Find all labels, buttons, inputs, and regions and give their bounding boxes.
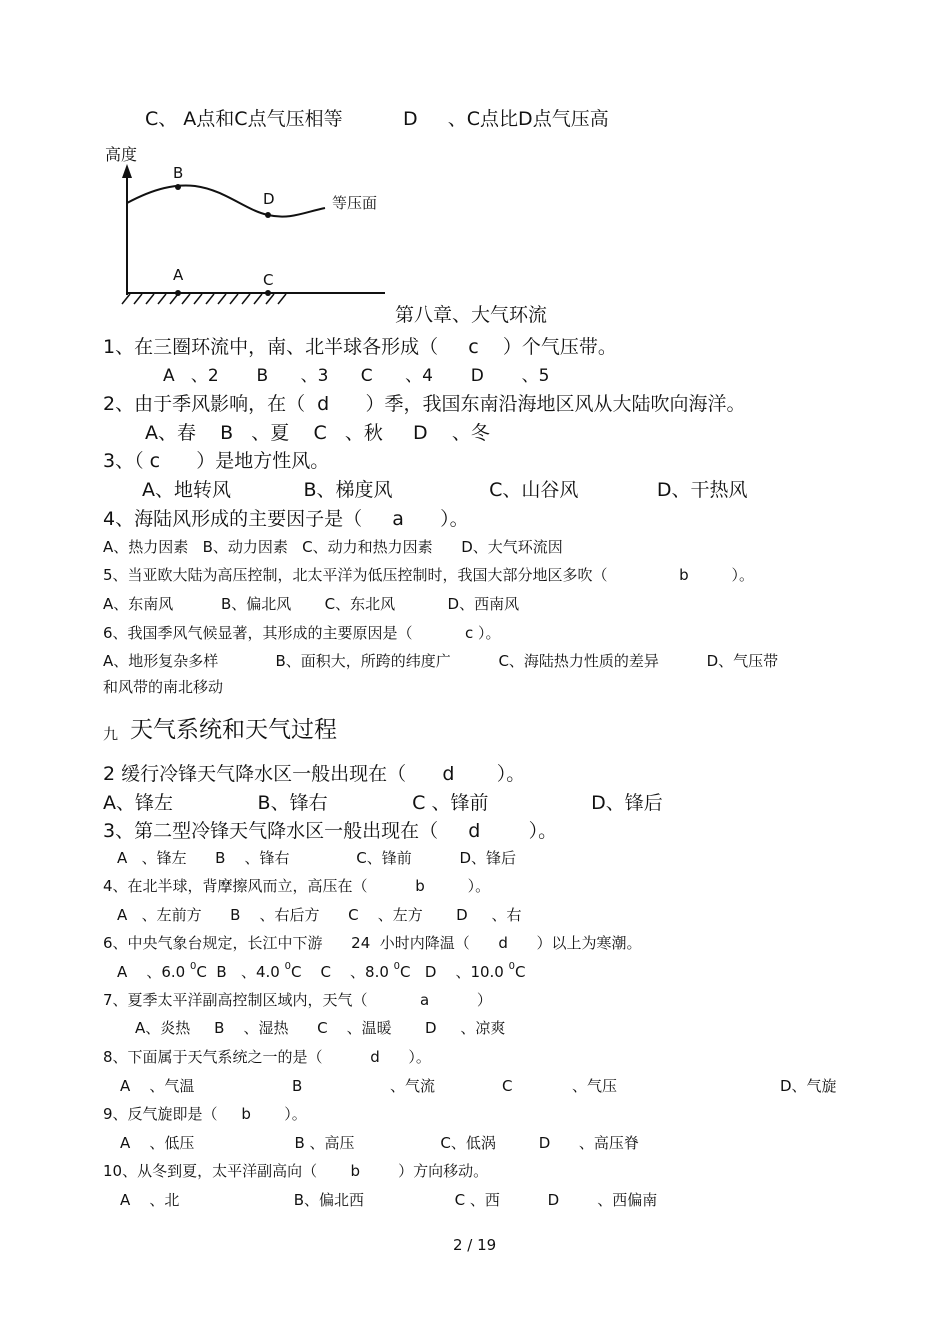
ch9-title: 天气系统和天气过程 <box>130 717 337 743</box>
point-c-dot <box>265 290 271 296</box>
ch9-q8-option-c-text: 、气压 <box>572 1077 618 1095</box>
ch8-q2-options: A、春 B 、夏 C 、秋 D 、冬 <box>145 422 490 444</box>
y-axis-label: 高度 <box>105 145 138 164</box>
option-a: A 、6.0 <box>117 963 190 981</box>
page-number: 2 / 19 <box>453 1236 497 1254</box>
ch8-q6: 6、我国季风气候显著，其形成的主要原因是（ c ）。 <box>103 624 501 642</box>
ch9-q2: 2 缓行冷锋天气降水区一般出现在（ d ）。 <box>103 763 526 785</box>
option-c: C C 、8.0 <box>290 963 394 981</box>
ground-hatching <box>122 294 286 304</box>
ch8-q5: 5、当亚欧大陆为高压控制，北太平洋为低压控制时，我国大部分地区多吹（ b ）。 <box>103 566 755 584</box>
ch8-q6-options: A、地形复杂多样 B、面积大，所跨的纬度广 C、海陆热力性质的差异 D、气压带 <box>103 652 779 670</box>
option-line: C、 A点和C点气压相等 D 、C点比D点气压高 <box>145 108 609 130</box>
ch9-q8-option-c: C <box>502 1077 513 1095</box>
ch9-q7-options: A、炎热 B 、湿热 C 、温暖 D 、凉爽 <box>135 1019 506 1037</box>
ch9-q6-options <box>117 961 526 981</box>
ch9-q9: 9、反气旋即是（ b ）。 <box>103 1105 307 1123</box>
degree-mark: 0 <box>393 961 401 972</box>
ch9-q3-options: A 、锋左 B 、锋右 C、锋前 D、锋后 <box>117 849 516 867</box>
point-b-label: B <box>173 164 184 182</box>
ch9-q8-option-a: A 、气温 <box>120 1077 195 1095</box>
ch8-q2: 2、由于季风影响，在（ d ）季，我国东南沿海地区风从大陆吹向海洋。 <box>103 393 746 415</box>
point-a-label: A <box>173 266 184 284</box>
ch9-q6: 6、中央气象台规定，长江中下游 24 小时内降温（ d ）以上为寒潮。 <box>103 934 642 952</box>
point-c-label: C <box>263 271 274 289</box>
degree-mark: 0 <box>284 961 291 972</box>
ch8-q6-options-cont: 和风带的南北移动 <box>103 678 224 696</box>
ch9-q8: 8、下面属于天气系统之一的是（ d ）。 <box>103 1048 431 1066</box>
point-a-dot <box>175 290 181 296</box>
y-axis-arrow <box>122 164 132 178</box>
ch9-q8-option-b: B <box>292 1077 303 1095</box>
point-b-dot <box>175 184 181 190</box>
degree-mark: 0 <box>508 961 515 972</box>
option-d: C D 、10.0 <box>400 963 509 981</box>
ch9-q4-options: A 、左前方 B 、右后方 C 、左方 D 、右 <box>117 906 522 924</box>
ch8-q1-options: A 、2 B 、3 C 、4 D 、5 <box>163 366 550 386</box>
ch8-q3-options: A、地转风 B、梯度风 C、山谷风 D、干热风 <box>142 479 748 501</box>
ch9-q8-option-b-text: 、气流 <box>390 1077 436 1095</box>
unit: C <box>515 963 526 981</box>
ch8-q1: 1、在三圈环流中，南、北半球各形成（ c ）个气压带。 <box>103 336 617 358</box>
chapter8-title: 第八章、大气环流 <box>395 304 548 326</box>
isobar-diagram <box>100 140 400 320</box>
ch9-number: 九 <box>103 725 119 743</box>
ch8-q5-options: A、东南风 B、偏北风 C、东北风 D、西南风 <box>103 595 520 613</box>
ch9-q2-options: A、锋左 B、锋右 C 、锋前 D、锋后 <box>103 792 663 814</box>
ch9-q10-options: A 、北 B、偏北西 C 、西 D 、西偏南 <box>120 1191 658 1209</box>
option-b: C B 、4.0 <box>196 963 285 981</box>
ch9-q9-options: A 、低压 B 、高压 C、低涡 D 、高压脊 <box>120 1134 639 1152</box>
point-d-label: D <box>263 190 275 208</box>
ch8-q3: 3、（ c ）是地方性风。 <box>103 450 330 472</box>
ch9-q4: 4、在北半球，背摩擦风而立，高压在（ b ）。 <box>103 877 491 895</box>
point-d-dot <box>265 212 271 218</box>
ch8-q4: 4、海陆风形成的主要因子是（ a ）。 <box>103 508 469 530</box>
ch8-q4-options: A、热力因素 B、动力因素 C、动力和热力因素 D、大气环流因 <box>103 538 563 556</box>
ch9-q10: 10、从冬到夏，太平洋副高向（ b ）方向移动。 <box>103 1162 489 1180</box>
ch9-q8-option-d: D、气旋 <box>780 1077 837 1095</box>
curve-label: 等压面 <box>332 194 378 212</box>
ch9-q7: 7、夏季太平洋副高控制区域内，天气（ a ） <box>103 991 492 1009</box>
degree-mark: 0 <box>189 961 197 972</box>
ch9-q3: 3、第二型冷锋天气降水区一般出现在（ d ）。 <box>103 820 558 842</box>
isobaric-surface-curve <box>127 186 325 217</box>
